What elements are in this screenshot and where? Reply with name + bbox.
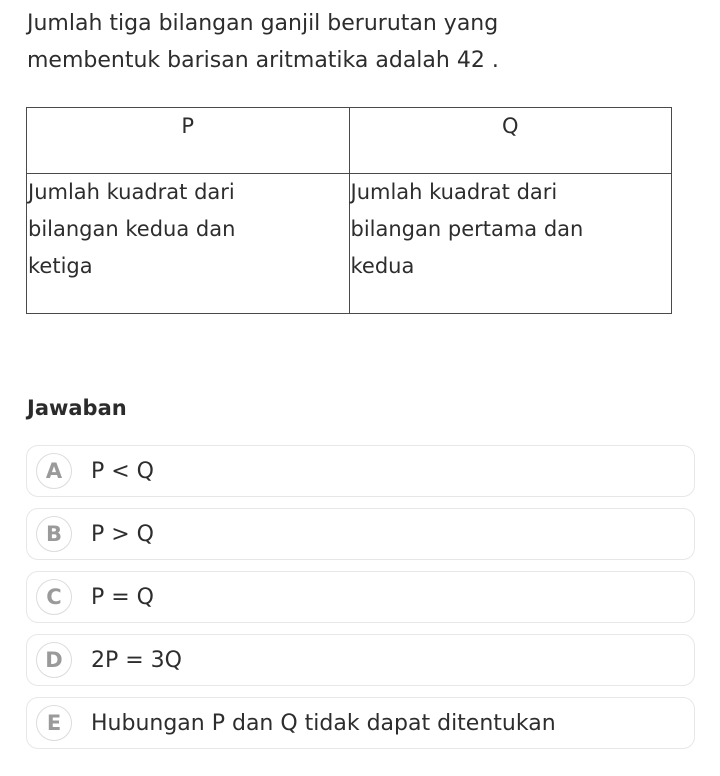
answer-option-b[interactable] [26,508,695,560]
option-letter-badge: A [36,453,72,489]
table-header-q: Q [349,108,672,174]
answers-heading: Jawaban [27,396,127,420]
cell-q-line-3: kedua [350,254,415,278]
option-text: 2P = 3Q [91,647,182,673]
answer-options [26,445,695,760]
comparison-table [26,107,672,314]
answer-option-d[interactable] [26,634,695,686]
cell-q-line-1: Jumlah kuadrat dari [350,180,558,204]
table-cell-q [349,174,672,314]
answer-option-a[interactable] [26,445,695,497]
option-text: P = Q [91,584,155,610]
option-text: P > Q [91,521,155,547]
option-letter-badge: B [36,516,72,552]
option-letter-badge: C [36,579,72,615]
cell-p-line-3: ketiga [28,254,93,278]
cell-q-line-2: bilangan pertama dan [350,217,584,241]
option-letter-badge: E [36,705,72,741]
table-header-p: P [27,108,350,174]
question-text [27,5,687,79]
cell-p-line-2: bilangan kedua dan [28,217,236,241]
option-text: P < Q [91,458,155,484]
answer-option-c[interactable] [26,571,695,623]
question-line-1: Jumlah tiga bilangan ganjil berurutan yang [27,11,499,36]
option-letter-badge: D [36,642,72,678]
answer-option-e[interactable] [26,697,695,749]
option-text: Hubungan P dan Q tidak dapat ditentukan [91,710,556,736]
cell-p-line-1: Jumlah kuadrat dari [28,180,235,204]
table-cell-p [27,174,350,314]
question-line-2: membentuk barisan aritmatika adalah 42 . [27,48,499,73]
